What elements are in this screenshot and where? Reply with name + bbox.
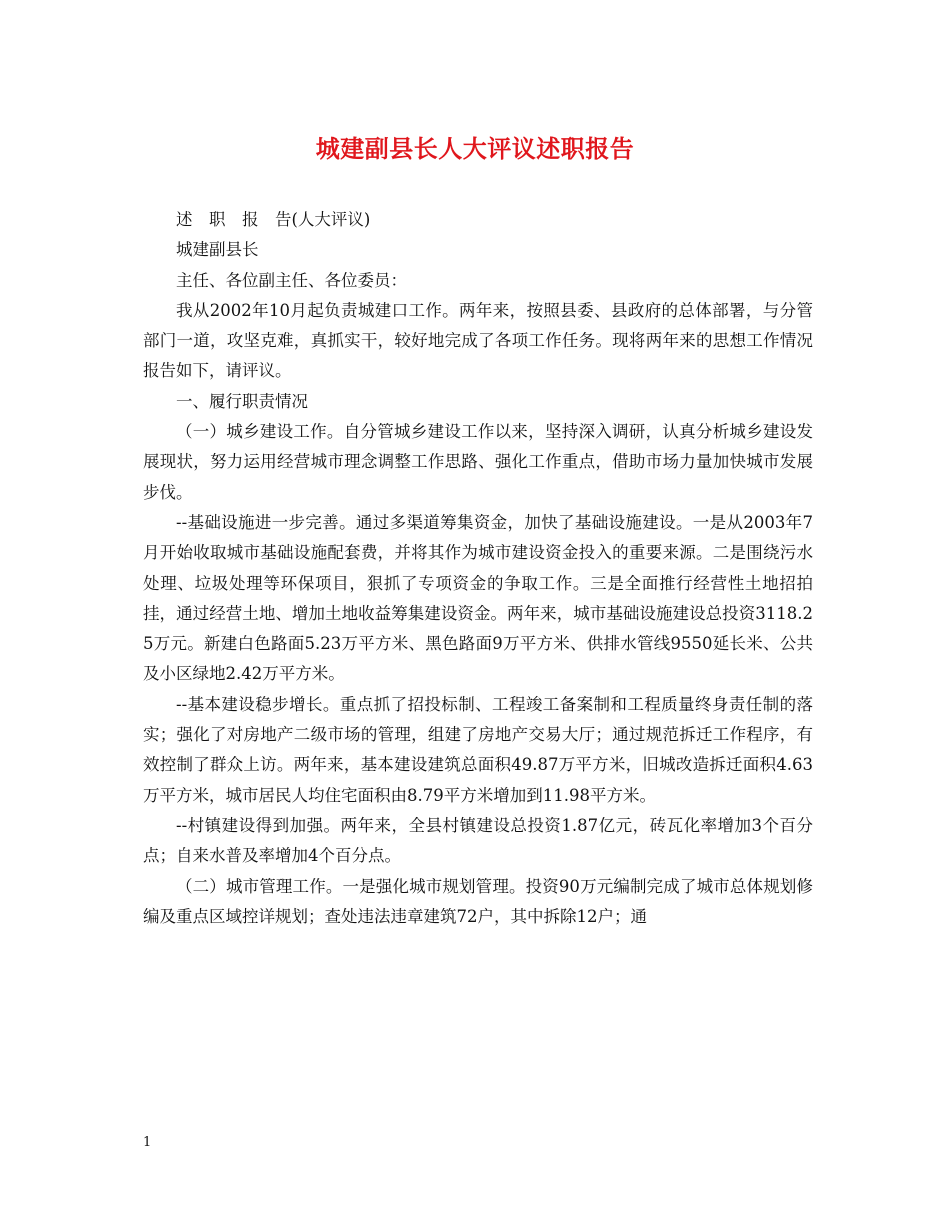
paragraph-urban-rural-construction: （一）城乡建设工作。自分管城乡建设工作以来，坚持深入调研，认真分析城乡建设发展现状，努力运用经营城市理念调整工作思路、强化工作重点，借助市场力量加快城市发展步伐。 [143, 422, 813, 502]
author-line: 城建副县长 [176, 240, 259, 260]
paragraph-village-construction: --村镇建设得到加强。两年来，全县村镇建设总投资1.87亿元，砖瓦化率增加3个百分点；自来水普及率增加4个百分点。 [143, 815, 813, 866]
page-number: 1 [143, 1135, 152, 1150]
paragraph-basic-construction: --基本建设稳步增长。重点抓了招投标制、工程竣工备案制和工程质量终身责任制的落实；强化了对房地产二级市场的管理，组建了房地产交易大厅；通过规范拆迁工作程序，有效控制了群众上访。两年来，基本建设建筑总面积49.87万平方米，旧城改造拆迁面积4.63万平方米，城市居民人均住宅面积由8.79平方米增加到11.98平方米。 [143, 694, 813, 805]
paragraph-infrastructure: --基础设施进一步完善。通过多渠道筹集资金，加快了基础设施建设。一是从2003年7月开始收取城市基础设施配套费，并将其作为城市建设资金投入的重要来源。二是围绕污水处理、垃圾处理等环保项目，狠抓了专项资金的争取工作。三是全面推行经营性土地招拍挂，通过经营土地、增加土地收益筹集建设资金。两年来，城市基础设施建设总投资3118.25万元。新建白色路面5.23万平方米、黑色路面9万平方米、供排水管线9550延长米、公共及小区绿地2.42万平方米。 [143, 512, 813, 684]
section-heading-duties: 一、履行职责情况 [176, 391, 308, 411]
report-heading: 述 职 报 告(人大评议) [176, 210, 371, 229]
paragraph-city-management: （二）城市管理工作。一是强化城市规划管理。投资90万元编制完成了城市总体规划修编及重点区域控详规划；查处违法违章建筑72户，其中拆除12户；通 [143, 876, 813, 926]
paragraph-intro: 我从2002年10月起负责城建口工作。两年来，按照县委、县政府的总体部署，与分管部门一道，攻坚克难，真抓实干，较好地完成了各项工作任务。现将两年来的思想工作情况报告如下，请评议。 [143, 300, 813, 381]
document-body [143, 205, 813, 932]
document-title: 城建副县长人大评议述职报告 [315, 134, 635, 163]
salutation: 主任、各位副主任、各位委员： [176, 270, 407, 290]
